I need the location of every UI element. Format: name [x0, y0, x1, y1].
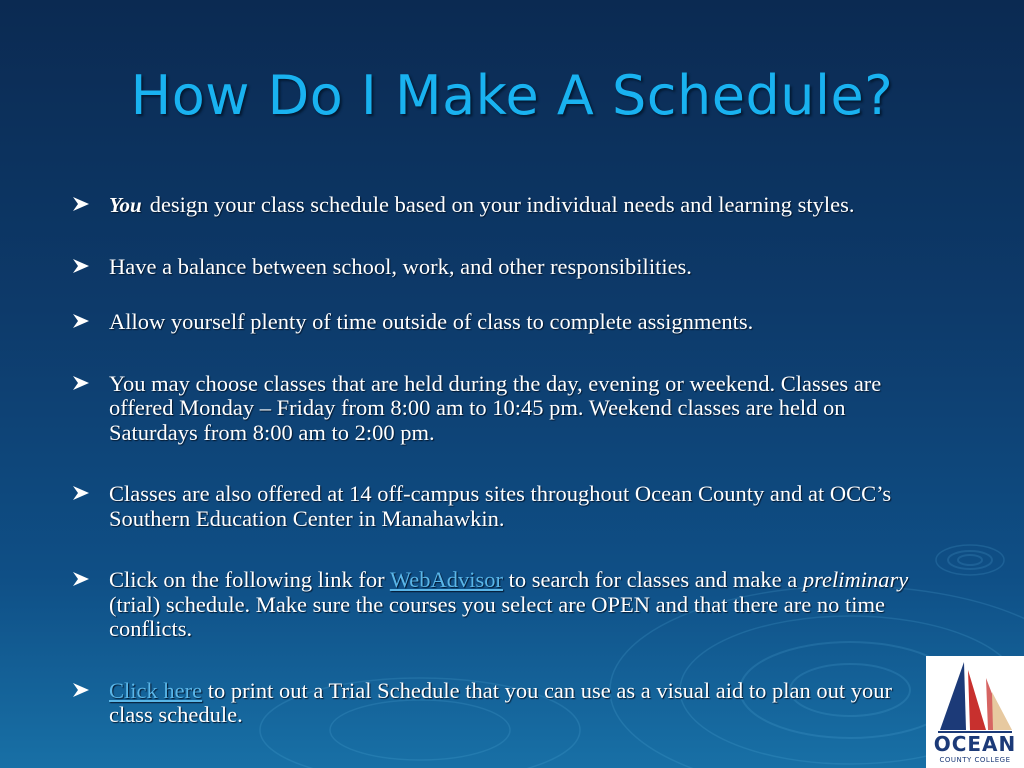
bullet-list	[72, 193, 912, 728]
preliminary-italic: preliminary	[802, 567, 909, 592]
bullet-text-after-link: to search for classes and make a	[508, 567, 798, 592]
arrowhead-bullet-icon	[72, 313, 90, 329]
bullet-item	[72, 482, 912, 531]
bullet-text: Allow yourself plenty of time outside of class to complete assignments.	[109, 309, 754, 334]
logo-subtitle: COUNTY COLLEGE	[939, 756, 1011, 764]
bullet-item	[72, 568, 912, 642]
arrowhead-bullet-icon	[72, 258, 90, 274]
slide-title: How Do I Make A Schedule?	[130, 64, 894, 127]
ocean-county-college-logo	[926, 656, 1024, 768]
bullet-text: You may choose classes that are held during the day, evening or weekend. Classes are offered Monday – Friday from 8:00 am to 10:45 pm. Weekend classes are held on Saturdays from 8:00 am to 2:00 pm.	[109, 370, 882, 445]
arrowhead-bullet-icon	[72, 196, 90, 212]
webadvisor-link[interactable]: WebAdvisor	[389, 567, 503, 592]
bullet-item	[72, 679, 912, 728]
bullet-text: Have a balance between school, work, and other responsibilities.	[109, 253, 692, 279]
bullet-item	[72, 193, 912, 218]
bullet-item	[72, 255, 912, 280]
click-here-link[interactable]: Click here	[109, 677, 203, 703]
bullet-text: Classes are also offered at 14 off-campus sites throughout Ocean County and at OCC’s Southern Education Center in Manahawkin.	[109, 481, 892, 531]
bullet-text-rest: (trial) schedule. Make sure the courses you select are OPEN and that there are no time conflicts.	[109, 591, 885, 641]
bullet-item	[72, 310, 912, 335]
sailboat-logo-icon	[926, 656, 1024, 736]
emphasis-you: You	[109, 193, 142, 217]
arrowhead-bullet-icon	[72, 682, 90, 698]
arrowhead-bullet-icon	[72, 571, 90, 587]
arrowhead-bullet-icon	[72, 375, 90, 391]
bullet-text: design your class schedule based on your individual needs and learning styles.	[149, 192, 855, 217]
logo-name: OCEAN	[933, 732, 1017, 756]
bullet-text-after-link: to print out a Trial Schedule that you can use as a visual aid to plan out your class schedule.	[109, 677, 892, 727]
bullet-text-before-link: Click on the following link for	[109, 567, 385, 592]
bullet-item	[72, 372, 912, 446]
arrowhead-bullet-icon	[72, 485, 90, 501]
